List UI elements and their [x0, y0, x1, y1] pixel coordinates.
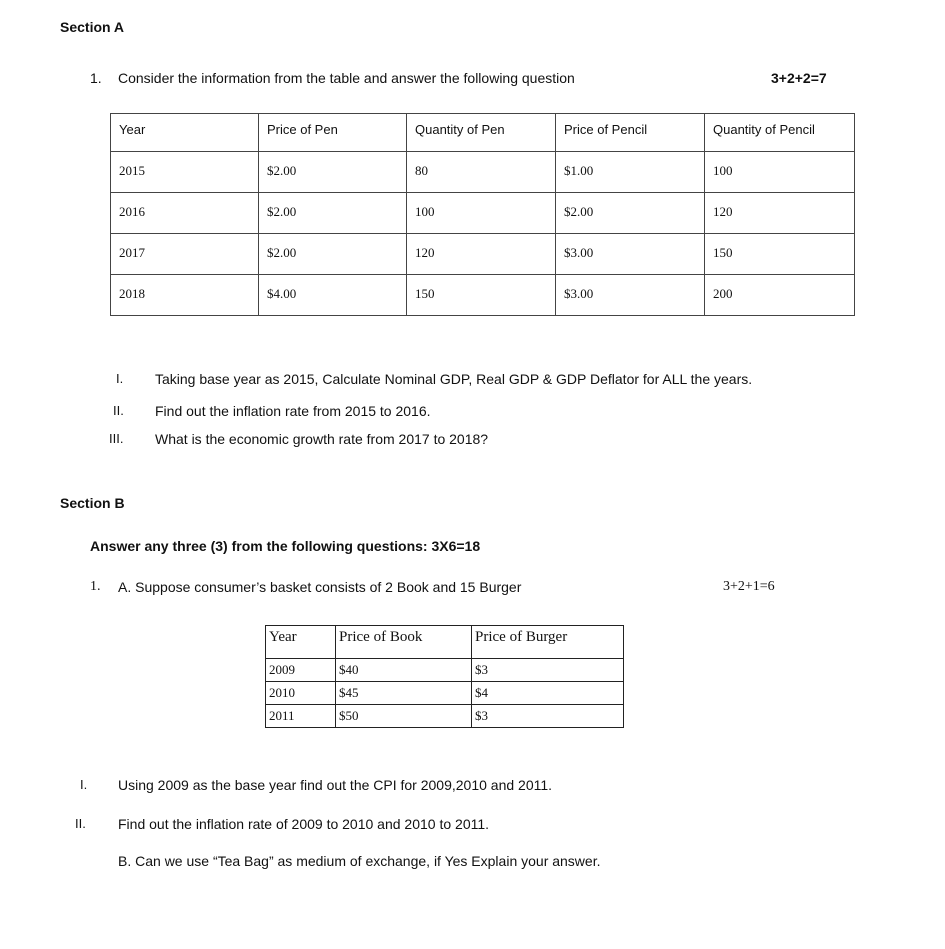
subquestion-text: What is the economic growth rate from 2017 to 2018? [155, 431, 489, 447]
table-row [111, 275, 855, 316]
question-number: 1. [90, 70, 102, 86]
question-marks: 3+2+1=6 [723, 579, 775, 594]
table-cell: 2011 [266, 705, 336, 728]
table-row [111, 152, 855, 193]
table-cell: 2018 [111, 275, 259, 316]
table-header-row [266, 626, 624, 659]
pen-pencil-table [110, 113, 855, 316]
table-cell: 100 [705, 152, 855, 193]
table-header-cell: Year [111, 114, 259, 152]
subquestion-text: Find out the inflation rate of 2009 to 2010 and 2010 to 2011. [118, 816, 490, 832]
table-cell: 2015 [111, 152, 259, 193]
table-cell: 120 [407, 234, 556, 275]
table-header-cell: Price of Book [336, 626, 472, 659]
question-text: A. Suppose consumer’s basket consists of 2 Book and 15 Burger [118, 579, 522, 595]
section-b-instruction: Answer any three (3) from the following questions: 3X6=18 [90, 538, 481, 554]
table-cell: $2.00 [259, 234, 407, 275]
table-header-cell: Quantity of Pen [407, 114, 556, 152]
table-cell: $40 [336, 659, 472, 682]
table-header-cell: Price of Burger [472, 626, 624, 659]
table-header-cell: Price of Pencil [556, 114, 705, 152]
table-cell: $4.00 [259, 275, 407, 316]
table-cell: 120 [705, 193, 855, 234]
subquestion-number: II. [113, 403, 124, 418]
question-marks: 3+2+2=7 [771, 70, 827, 86]
subquestion-text: Find out the inflation rate from 2015 to 2016. [155, 403, 431, 419]
table-cell: $3.00 [556, 275, 705, 316]
table-header-cell: Quantity of Pencil [705, 114, 855, 152]
table-cell: $2.00 [556, 193, 705, 234]
table-cell: 2010 [266, 682, 336, 705]
subquestion-number: II. [75, 816, 86, 831]
table-cell: 200 [705, 275, 855, 316]
table-cell: 2017 [111, 234, 259, 275]
table-cell: $2.00 [259, 152, 407, 193]
table-cell: $4 [472, 682, 624, 705]
table-cell: 150 [705, 234, 855, 275]
table-cell: 80 [407, 152, 556, 193]
table-header-row [111, 114, 855, 152]
book-burger-table [265, 625, 624, 728]
subquestion-text: Using 2009 as the base year find out the CPI for 2009,2010 and 2011. [118, 777, 553, 793]
table-header-cell: Price of Pen [259, 114, 407, 152]
table-row [111, 193, 855, 234]
table-cell: $3 [472, 705, 624, 728]
table-cell: $3 [472, 659, 624, 682]
section-a-title: Section A [60, 19, 125, 35]
table-cell: 2009 [266, 659, 336, 682]
table-cell: $3.00 [556, 234, 705, 275]
question-text: Consider the information from the table and answer the following question [118, 70, 575, 86]
table-row [266, 682, 624, 705]
table-row [266, 705, 624, 728]
table-cell: $1.00 [556, 152, 705, 193]
table-cell: $2.00 [259, 193, 407, 234]
subquestion-number: I. [80, 777, 88, 792]
table-cell: 150 [407, 275, 556, 316]
table-cell: $45 [336, 682, 472, 705]
subquestion-number: III. [109, 431, 124, 446]
table-cell: $50 [336, 705, 472, 728]
table-row [266, 659, 624, 682]
subquestion-number: I. [116, 371, 124, 386]
table-header-cell: Year [266, 626, 336, 659]
table-cell: 2016 [111, 193, 259, 234]
question-number: 1. [90, 579, 101, 594]
subquestion-text: Taking base year as 2015, Calculate Nominal GDP, Real GDP & GDP Deflator for ALL the years. [155, 371, 753, 387]
question-b-text: B. Can we use “Tea Bag” as medium of exchange, if Yes Explain your answer. [118, 853, 601, 869]
table-row [111, 234, 855, 275]
section-b-title: Section B [60, 495, 125, 511]
table-cell: 100 [407, 193, 556, 234]
